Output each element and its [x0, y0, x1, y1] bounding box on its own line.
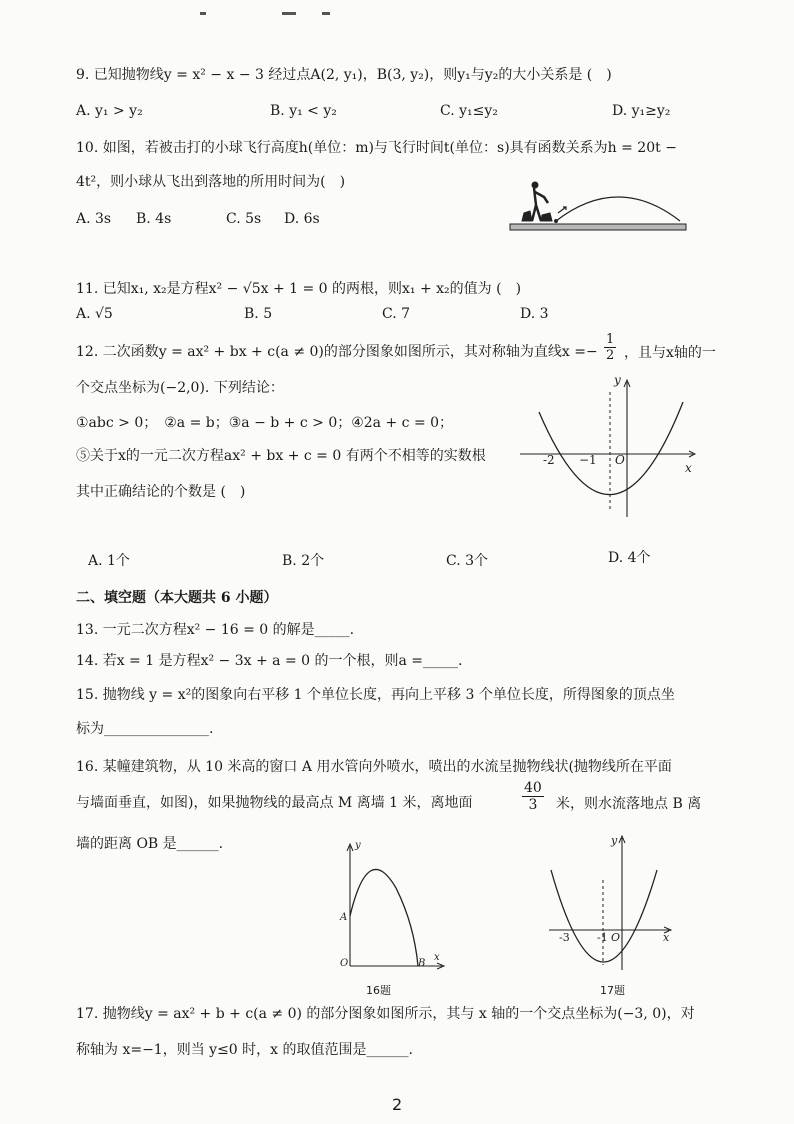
q12-line2: 个交点坐标为(−2,0). 下列结论： [76, 380, 284, 396]
q12-option-a: A. 1个 [88, 553, 130, 569]
page-number: 2 [392, 1095, 403, 1114]
q15-line2: 标为_______________. [76, 721, 214, 737]
q10-option-a: A. 3s [76, 211, 112, 227]
q9-option-c: C. y₁≤y₂ [440, 103, 498, 119]
q9-option-d: D. y₁≥y₂ [612, 103, 671, 119]
q16-fraction-den: 3 [528, 797, 538, 813]
q17-caption: 17题 [600, 984, 625, 997]
tick-neg2: -2 [543, 453, 555, 467]
q10-option-d: D. 6s [284, 211, 320, 227]
q15-line1: 15. 抛物线 y = x²的图象向右平移 1 个单位长度，再向上平移 3 个单位长度，所得图象的顶点坐 [76, 687, 675, 703]
q12-line5: 其中正确结论的个数是 ( ) [76, 484, 246, 500]
q10-golf-figure [508, 175, 688, 235]
golfer-icon [522, 182, 552, 221]
q16-fraction-num: 40 [524, 780, 542, 796]
water-parabola [350, 869, 418, 966]
point-a-label: A [340, 912, 348, 923]
scan-mark [282, 12, 296, 15]
origin-label: O [611, 931, 621, 944]
q12-line4: ⑤关于x的一元二次方程ax² + bx + c = 0 有两个不相等的实数根 [76, 448, 486, 464]
q16-line3: 墙的距离 OB 是______. [76, 836, 224, 852]
q16-line2a: 与墙面垂直，如图)，如果抛物线的最高点 M 离墙 1 米，离地面 [76, 795, 473, 811]
q16-line2b: 米，则水流落地点 B 离 [556, 796, 702, 812]
q17-graph [545, 830, 675, 975]
q10-line2: 4t²，则小球从飞出到落地的所用时间为( ) [76, 174, 346, 190]
section2-heading: 二、填空题（本大题共 6 小题） [76, 590, 278, 606]
q14-stem: 14. 若x = 1 是方程x² − 3x + a = 0 的一个根，则a =_____. [76, 653, 463, 669]
q11-option-b: B. 5 [244, 306, 273, 322]
tick-neg3: -3 [559, 931, 570, 944]
q12-line3: ①abc > 0； ②a = b；③a − b + c > 0；④2a + c = 0； [76, 415, 454, 431]
tick-neg1: -1 [597, 931, 608, 944]
q17-line1: 17. 抛物线y = ax² + b + c(a ≠ 0) 的部分图象如图所示，其与 x 轴的一个交点坐标为(−3, 0)，对 [76, 1006, 695, 1022]
q10-line1: 10. 如图，若被击打的小球飞行高度h(单位：m)与飞行时间t(单位：s)具有函数关系为h = 20t − [76, 140, 677, 156]
q17-line2: 称轴为 x=−1，则当 y≤0 时，x 的取值范围是______. [76, 1042, 413, 1058]
y-label: y [355, 840, 361, 851]
q11-option-d: D. 3 [520, 306, 549, 322]
q12-fraction [604, 332, 616, 363]
q12-line1 [76, 342, 598, 362]
x-label: x [434, 952, 440, 963]
q16-caption: 16题 [366, 984, 391, 997]
q9-option-b: B. y₁ < y₂ [270, 103, 337, 119]
q11-option-c: C. 7 [382, 306, 411, 322]
x-label: x [663, 931, 670, 944]
q9-option-a: A. y₁ > y₂ [76, 103, 143, 119]
q12-line1-text: 12. 二次函数y = ax² + bx + c(a ≠ 0)的部分图象如图所示，其对称轴为直线x =− [76, 344, 598, 360]
y-label: y [611, 834, 618, 847]
q12-fraction-num: 1 [606, 332, 615, 347]
ball-trajectory [556, 197, 680, 221]
q10-option-c: C. 5s [226, 211, 262, 227]
scan-mark [322, 12, 330, 15]
x-label: x [685, 461, 692, 475]
q12-option-b: B. 2个 [282, 553, 325, 569]
q12-line1-tail: ，且与x轴的一 [624, 345, 716, 361]
q12-fraction-den: 2 [606, 348, 615, 363]
q12-option-d: D. 4个 [608, 550, 651, 566]
q11-option-a: A. √5 [76, 306, 113, 322]
q12-option-c: C. 3个 [446, 553, 489, 569]
q16-line1: 16. 某幢建筑物，从 10 米高的窗口 A 用水管向外喷水，喷出的水流呈抛物线状(抛物线所在平面 [76, 759, 672, 775]
parabola [551, 870, 657, 962]
arrow-icon [558, 207, 566, 213]
scan-mark [200, 12, 206, 15]
q13-stem: 13. 一元二次方程x² − 16 = 0 的解是_____. [76, 622, 355, 638]
q11-stem: 11. 已知x₁, x₂是方程x² − √5x + 1 = 0 的两根，则x₁ + x₂的值为 ( ) [76, 281, 522, 297]
parabola [539, 402, 683, 495]
origin-label: O [615, 453, 625, 467]
y-label: y [614, 373, 621, 387]
q12-graph [515, 372, 705, 522]
point-b-label: B [418, 958, 426, 969]
q10-option-b: B. 4s [136, 211, 172, 227]
q16-graph [330, 838, 450, 973]
tick-neg1: −1 [579, 453, 597, 467]
origin-label: O [340, 958, 349, 969]
q16-fraction [522, 780, 544, 813]
q9-stem: 9. 已知抛物线y = x² − x − 3 经过点A(2, y₁)，B(3, y₂)，则y₁与y₂的大小关系是 ( ) [76, 67, 612, 83]
ball-icon [554, 219, 558, 223]
